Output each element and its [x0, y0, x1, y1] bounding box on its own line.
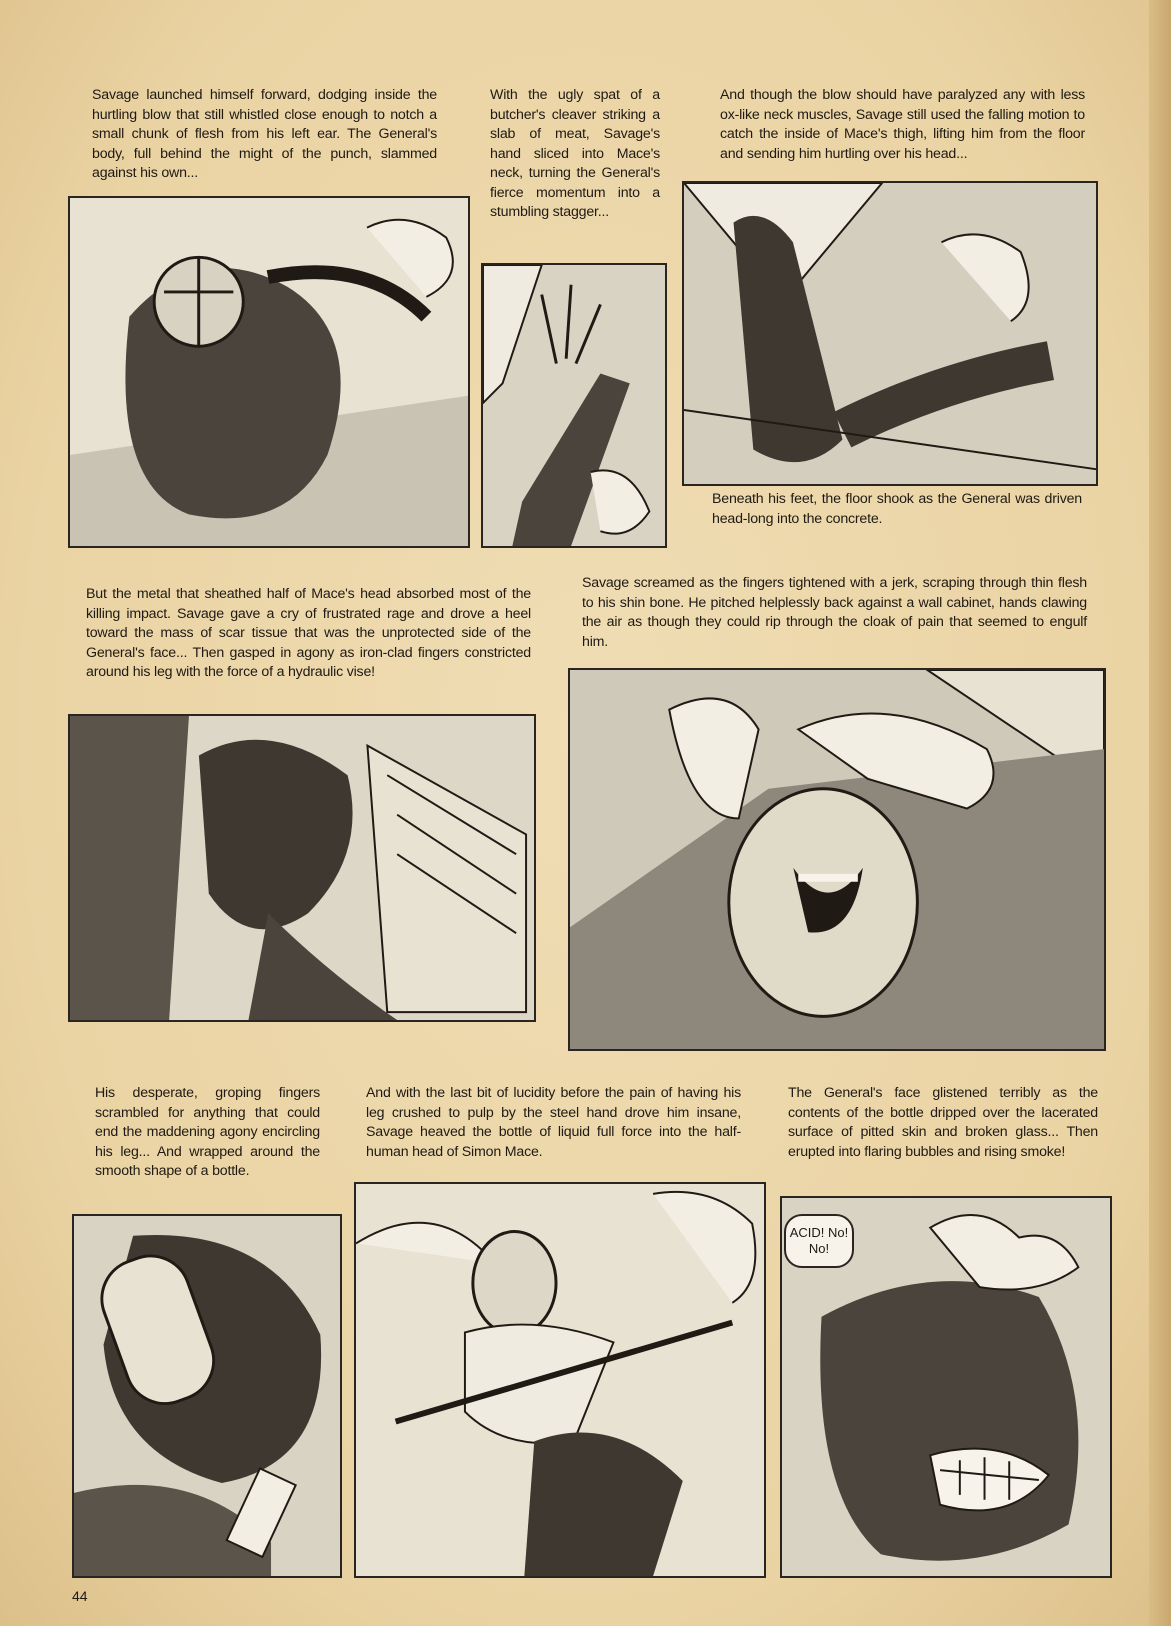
caption-6: Savage screamed as the fingers tightened with a jerk, scraping through thin flesh to his shin bone. He pitched helplessly back against a wall cabinet, hands clawing the air as though they could rip through the cloak of pain that seemed to engulf him.: [582, 575, 1087, 650]
panel-1: [68, 196, 470, 548]
caption-1: Savage launched himself forward, dodging inside the hurtling blow that still whistled close enough to notch a small chunk of flesh from his left ear. The General's body, full behind the might of the punch, slammed against his own...: [92, 87, 437, 181]
page-edge: [1149, 0, 1171, 1626]
panel-3: [682, 181, 1098, 486]
panel-7: [354, 1182, 766, 1578]
caption-7: His desperate, groping fingers scrambled for anything that could end the maddening agony encircling his leg... And wrapped around the smooth shape of a bottle.: [95, 1085, 320, 1179]
balloon-line-2: No!: [808, 1241, 830, 1256]
page-number: 44: [72, 1588, 88, 1604]
caption-3: And though the blow should have paralyzed any with less ox-like neck muscles, Savage still used the falling motion to catch the inside of Mace's thigh, lifting him from the floor and sending him hurtling over his head...: [720, 87, 1085, 162]
panel-4: [68, 714, 536, 1022]
panel-6: [72, 1214, 342, 1578]
speech-balloon: [784, 1214, 854, 1268]
caption-5: But the metal that sheathed half of Mace's head absorbed most of the killing impact. Savage gave a cry of frustrated rage and drove a heel toward the mass of scar tissue that was the unprotected side of the General's face... Then gasped in agony as iron-clad fingers constricted around his leg with the force of a hydraulic vise!: [86, 586, 531, 680]
caption-4: Beneath his feet, the floor shook as the General was driven head-long into the concrete.: [712, 491, 1082, 527]
balloon-line-1: ACID! No!: [789, 1225, 849, 1240]
caption-9: The General's face glistened terribly as the contents of the bottle dripped over the lacerated surface of pitted skin and broken glass... Then erupted into flaring bubbles and rising smoke!: [788, 1085, 1098, 1160]
caption-2: With the ugly spat of a butcher's cleaver striking a slab of meat, Savage's hand sliced into Mace's neck, turning the General's fierce momentum into a stumbling stagger...: [490, 87, 660, 220]
caption-8: And with the last bit of lucidity before the pain of having his leg crushed to pulp by the steel hand drove him insane, Savage heaved the bottle of liquid full force into the half-human head of Simon Mace.: [366, 1085, 741, 1160]
panel-2: [481, 263, 667, 548]
panel-5: [568, 668, 1106, 1051]
